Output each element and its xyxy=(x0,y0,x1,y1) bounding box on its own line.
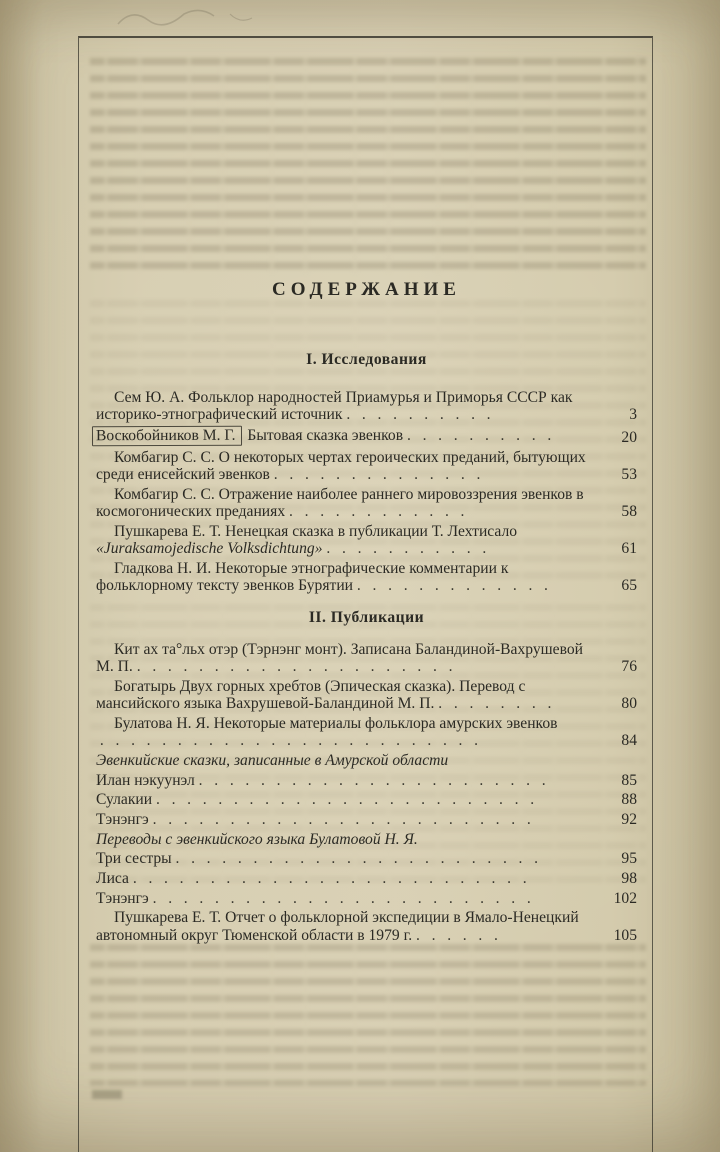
entry-text: Лиса xyxy=(96,870,129,888)
entry-text: Сулакии xyxy=(96,791,153,809)
page-number: 53 xyxy=(621,466,637,484)
entry-text: Комбагир С. С. О некоторых чертах героических преданий, бытующих среди енисейский эвенков xyxy=(96,448,586,484)
entry-text: Илан нэкуунэл xyxy=(96,771,195,789)
toc-entry xyxy=(96,890,637,907)
page-number: 102 xyxy=(613,889,637,907)
dot-leader: . . . . . . . . . . . . . . . . . . . . . . . . . xyxy=(148,889,543,907)
dot-leader: . . . . . . . . . . . xyxy=(322,539,498,557)
dot-leader: . . . . . . . . . . . . xyxy=(285,502,477,520)
ink-smudge xyxy=(92,1090,122,1099)
dot-leader: . . . . . . . . xyxy=(434,695,564,713)
page-number: 85 xyxy=(621,771,637,789)
toc-entry xyxy=(96,560,637,594)
toc-entry xyxy=(96,389,637,423)
entry-text: Пушкарева Е. Т. Отчет о фольклорной экспедиции в Ямало-Ненецкий автономный округ Тюменской области в 1979 г. xyxy=(96,909,579,944)
entry-text: Комбагир С. С. Отражение наиболее раннего мировоззрения эвенков в космогонических преданиях xyxy=(96,485,584,520)
entry-text: Воскобойников М. Г. Бытовая сказка эвенков xyxy=(96,427,403,444)
toc-entry xyxy=(96,811,637,828)
dot-leader: . . . . . . . . . . . . . . . . . . . . . xyxy=(132,658,465,676)
toc-subheading xyxy=(96,752,637,769)
dot-leader: . . . . . . . . . . xyxy=(403,427,563,445)
toc-content xyxy=(96,0,637,944)
toc-subheading xyxy=(96,831,637,848)
entry-text: Пушкарева Е. Т. Ненецкая сказка в публикации Т. Лехтисало «Juraksamojedische Volksdichtung» xyxy=(96,522,518,557)
page-number: 20 xyxy=(621,429,637,447)
page-number: 95 xyxy=(621,850,637,868)
toc-entry xyxy=(96,678,637,712)
entry-text: Сем Ю. А. Фольклор народностей Приамурья и Приморья СССР как историко-этнографический источник xyxy=(96,389,573,424)
dot-leader: . . . . . . . . . . . . . . . . . . . . . . . . . xyxy=(96,732,490,750)
page-number: 105 xyxy=(613,926,637,944)
toc-title: СОДЕРЖАНИЕ xyxy=(272,279,461,300)
toc-entry xyxy=(96,449,637,483)
toc-entry xyxy=(96,772,637,789)
toc-entry xyxy=(96,909,637,943)
page-number: 80 xyxy=(621,695,637,713)
dot-leader: . . . . . . . . . . . . . . . . . . . . . . . . . xyxy=(152,791,546,809)
entry-text: Эвенкийские сказки, записанные в Амурской области xyxy=(96,751,449,769)
toc-entry xyxy=(96,870,637,887)
dot-leader: . . . . . . xyxy=(412,926,510,944)
entry-text: Кит ах та°льх отэр (Тэрнэнг монт). Записана Баландиной-Вахрушевой М. П. xyxy=(96,641,583,676)
entry-text: Гладкова Н. И. Некоторые этнографические комментарии к фольклорному тексту эвенков Бурятии xyxy=(96,559,509,594)
dot-leader: . . . . . . . . . . . . . xyxy=(353,576,560,594)
entry-text: Тэнэнгэ xyxy=(96,889,149,907)
entry-text: Переводы с эвенкийского языка Булатовой Н. Я. xyxy=(96,830,418,848)
entry-text: Три сестры xyxy=(96,850,172,868)
section-heading: I. Исследования xyxy=(306,351,427,368)
toc-entry xyxy=(96,715,637,749)
entry-text: Булатова Н. Я. Некоторые материалы фольклора амурских эвенков xyxy=(114,714,558,732)
page-number: 88 xyxy=(621,791,637,809)
page-number: 61 xyxy=(621,539,637,557)
dot-leader: . . . . . . . . . . . . . . . . . . . . . . . . . . xyxy=(128,870,539,888)
toc-entry xyxy=(96,850,637,867)
dot-leader: . . . . . . . . . . xyxy=(342,406,503,424)
dot-leader: . . . . . . . . . . . . . . . . . . . . . . . . . xyxy=(148,810,543,828)
toc-sections xyxy=(96,351,637,944)
page-number: 65 xyxy=(621,576,637,594)
page-number: 84 xyxy=(621,732,637,750)
toc-entry xyxy=(96,486,637,520)
page-number: 92 xyxy=(621,810,637,828)
dot-leader: . . . . . . . . . . . . . . xyxy=(269,466,493,484)
page-number: 98 xyxy=(621,870,637,888)
toc-entry xyxy=(96,426,637,446)
page-number: 76 xyxy=(621,658,637,676)
entry-text: Богатырь Двух горных хребтов (Эпическая сказка). Перевод с мансийского языка Вахрушевой-Баландиной М. П. xyxy=(96,678,526,713)
page-number: 3 xyxy=(629,406,637,424)
dot-leader: . . . . . . . . . . . . . . . . . . . . . . . . xyxy=(171,850,550,868)
page-number: 58 xyxy=(621,502,637,520)
italic-title: «Juraksamojedische Volksdichtung» xyxy=(96,539,323,557)
section-heading: II. Публикации xyxy=(308,608,425,626)
hand-drawn-box-annotation: Воскобойников М. Г. xyxy=(92,426,242,447)
toc-entry xyxy=(96,641,637,675)
toc-entry xyxy=(96,791,637,808)
dot-leader: . . . . . . . . . . . . . . . . . . . . . . . xyxy=(194,771,558,789)
bleed-through-text xyxy=(90,944,646,1086)
toc-entry xyxy=(96,523,637,557)
entry-text: Тэнэнгэ xyxy=(96,810,149,828)
